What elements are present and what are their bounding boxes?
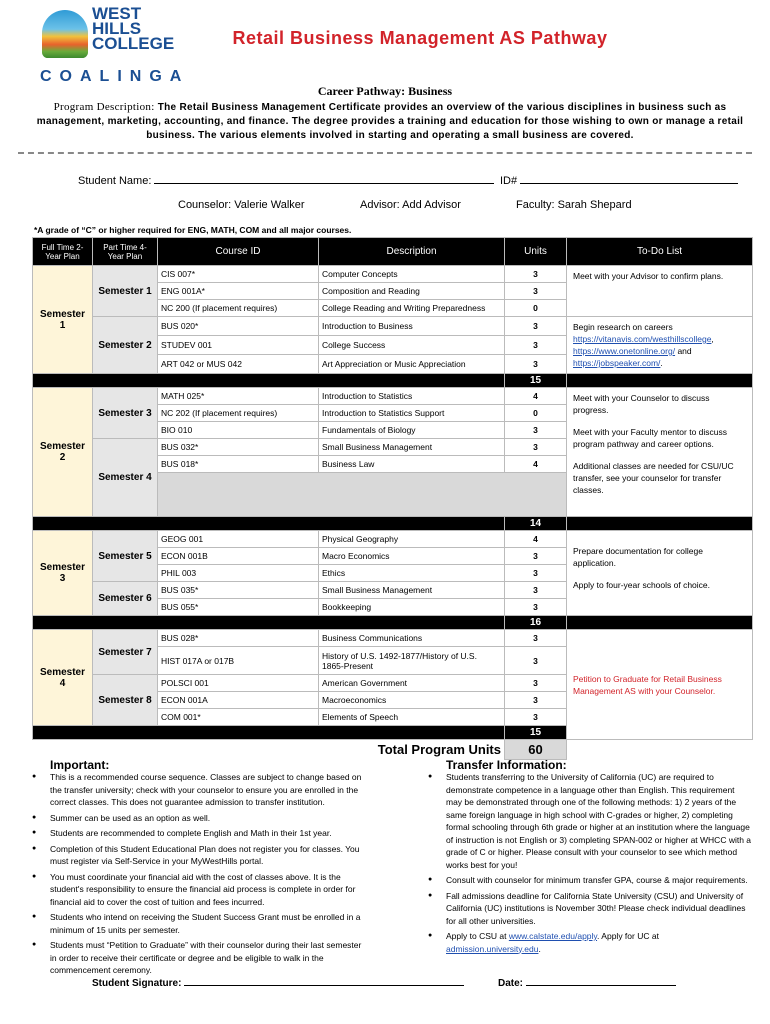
total-program-label: Total Program Units bbox=[377, 742, 501, 758]
header-course-id: Course ID bbox=[158, 238, 319, 266]
course-id: BUS 018* bbox=[158, 456, 319, 473]
student-name-field[interactable] bbox=[78, 174, 494, 187]
course-units: 3 bbox=[505, 355, 567, 374]
course-id: BUS 055* bbox=[158, 599, 319, 616]
total-spacer bbox=[33, 726, 505, 740]
date-field[interactable] bbox=[498, 976, 676, 989]
course-id: PHIL 003 bbox=[158, 565, 319, 582]
semester-4-total: 15 bbox=[505, 726, 567, 740]
apply-suffix: . bbox=[538, 943, 541, 954]
part-time-semester-4: Semester 4 bbox=[93, 439, 158, 517]
signature-label: Student Signature: bbox=[92, 978, 182, 989]
jobspeaker-link[interactable]: https://jobspeaker.com/ bbox=[573, 358, 661, 368]
course-units: 4 bbox=[505, 531, 567, 548]
list-item: ● This is a recommended course sequence. Classes are subject to change based on the transfer university; check with your counselor to ensure you are enrolled in the correct classes. This does not guarantee admission to transfer institution. bbox=[32, 771, 362, 809]
transfer-heading: Transfer Information: bbox=[446, 758, 567, 772]
course-units: 4 bbox=[505, 388, 567, 405]
course-description: History of U.S. 1492-1877/History of U.S. 1865-Present bbox=[319, 647, 505, 675]
apply-mid: . Apply for UC at bbox=[597, 931, 659, 941]
program-description bbox=[30, 100, 750, 143]
part-time-semester-1: Semester 1 bbox=[93, 266, 158, 317]
course-id: BIO 010 bbox=[158, 422, 319, 439]
total-spacer bbox=[33, 616, 505, 630]
part-time-semester-6: Semester 6 bbox=[93, 582, 158, 616]
dashed-divider bbox=[18, 152, 752, 154]
course-description: Business Communications bbox=[319, 630, 505, 647]
part-time-semester-7: Semester 7 bbox=[93, 630, 158, 675]
course-units: 3 bbox=[505, 630, 567, 647]
table-row bbox=[33, 266, 753, 283]
course-description: Ethics bbox=[319, 565, 505, 582]
course-description: Composition and Reading bbox=[319, 283, 505, 300]
course-units: 3 bbox=[505, 548, 567, 565]
student-name-line[interactable] bbox=[154, 174, 494, 184]
course-description: Introduction to Statistics bbox=[319, 388, 505, 405]
course-units: 3 bbox=[505, 266, 567, 283]
full-time-semester-2: Semester 2 bbox=[33, 388, 93, 517]
list-item: ● Students who intend on receiving the Student Success Grant must be enrolled in a minimum of 15 units per semester. bbox=[32, 911, 362, 936]
course-description: Small Business Management bbox=[319, 582, 505, 599]
header-units: Units bbox=[505, 238, 567, 266]
todo-and: and bbox=[677, 346, 692, 356]
total-spacer bbox=[33, 374, 505, 388]
todo-item-petition: Petition to Graduate for Retail Business Management AS with your Counselor. bbox=[573, 673, 722, 696]
course-id: STUDEV 001 bbox=[158, 336, 319, 355]
semester-total-row bbox=[33, 616, 753, 630]
vitanavis-link[interactable]: https://vitanavis.com/westhillscollege bbox=[573, 334, 712, 344]
onetonline-link[interactable]: https://www.onetonline.org/ bbox=[573, 346, 676, 356]
course-id: BUS 032* bbox=[158, 439, 319, 456]
date-line[interactable] bbox=[526, 976, 676, 986]
course-description: Macroeconomics bbox=[319, 692, 505, 709]
semester-total-row bbox=[33, 374, 753, 388]
course-units: 3 bbox=[505, 582, 567, 599]
list-item bbox=[428, 930, 752, 955]
id-field[interactable] bbox=[500, 174, 738, 187]
course-description: Elements of Speech bbox=[319, 709, 505, 726]
full-time-semester-1: Semester 1 bbox=[33, 266, 93, 374]
description-text: The Retail Business Management Certificate provides an overview of the various disciplines in business such as management, marketing, accounting, and finance. The degree provides a training and education for those wishing to own or manage a retail business. The various elements involved in starting and operating a small business are covered. bbox=[36, 102, 744, 141]
course-units: 3 bbox=[505, 283, 567, 300]
todo-item: Apply to four-year schools of choice. bbox=[573, 580, 711, 590]
course-units: 3 bbox=[505, 336, 567, 355]
todo-cell bbox=[567, 630, 753, 740]
logo-line1: WEST bbox=[92, 4, 142, 23]
table-header-row bbox=[33, 238, 753, 266]
course-description: Introduction to Business bbox=[319, 317, 505, 336]
course-units: 4 bbox=[505, 456, 567, 473]
signature-line[interactable] bbox=[184, 976, 464, 986]
todo-cell bbox=[567, 266, 753, 317]
todo-cell bbox=[567, 531, 753, 616]
course-description: College Success bbox=[319, 336, 505, 355]
list-item: ● Completion of this Student Educational Plan does not register you for classes. You must register via Self-Service in your MyWestHills portal. bbox=[32, 843, 362, 868]
semester-2-total: 14 bbox=[505, 517, 567, 531]
table-row bbox=[33, 388, 753, 405]
header-todo: To-Do List bbox=[567, 238, 753, 266]
total-spacer bbox=[567, 517, 753, 531]
course-plan-table bbox=[32, 237, 753, 760]
course-description: Art Appreciation or Music Appreciation bbox=[319, 355, 505, 374]
logo-emblem-icon bbox=[42, 10, 88, 58]
total-program-row bbox=[33, 740, 753, 760]
course-units: 3 bbox=[505, 317, 567, 336]
student-name-label: Student Name: bbox=[78, 175, 152, 187]
advisor-label: Advisor: Add Advisor bbox=[360, 199, 461, 211]
course-id: MATH 025* bbox=[158, 388, 319, 405]
logo-line3: COLLEGE bbox=[92, 34, 175, 53]
list-item: ● Fall admissions deadline for California State University (CSU) and University of California (UC) institutions is November 30th! Please check individual deadlines for all other universities. bbox=[428, 890, 752, 928]
course-description: Small Business Management bbox=[319, 439, 505, 456]
course-units: 3 bbox=[505, 675, 567, 692]
important-list bbox=[32, 771, 362, 980]
table-row bbox=[33, 531, 753, 548]
course-id: BUS 028* bbox=[158, 630, 319, 647]
course-description: American Government bbox=[319, 675, 505, 692]
logo-line2: HILLS bbox=[92, 19, 142, 38]
course-id: BUS 020* bbox=[158, 317, 319, 336]
course-units: 3 bbox=[505, 565, 567, 582]
course-id: BUS 035* bbox=[158, 582, 319, 599]
todo-item: Prepare documentation for college application. bbox=[573, 546, 703, 568]
course-units: 3 bbox=[505, 439, 567, 456]
course-description: Introduction to Statistics Support bbox=[319, 405, 505, 422]
course-units: 3 bbox=[505, 692, 567, 709]
course-description: Fundamentals of Biology bbox=[319, 422, 505, 439]
student-signature-field[interactable] bbox=[92, 976, 464, 989]
part-time-semester-2: Semester 2 bbox=[93, 317, 158, 374]
semester-total-row bbox=[33, 517, 753, 531]
logo-campus: COALINGA bbox=[40, 68, 190, 85]
total-spacer bbox=[567, 616, 753, 630]
course-units: 3 bbox=[505, 647, 567, 675]
counselor-label: Counselor: Valerie Walker bbox=[178, 199, 305, 211]
college-logo bbox=[30, 4, 190, 92]
transfer-list bbox=[428, 771, 752, 958]
course-units: 3 bbox=[505, 599, 567, 616]
total-program-value: 60 bbox=[505, 740, 567, 760]
course-description: Business Law bbox=[319, 456, 505, 473]
course-description: Macro Economics bbox=[319, 548, 505, 565]
header-part-time: Part Time 4-Year Plan bbox=[93, 238, 158, 266]
list-item: ● Consult with counselor for minimum transfer GPA, course & major requirements. bbox=[428, 874, 752, 887]
faculty-label: Faculty: Sarah Shepard bbox=[516, 199, 632, 211]
id-line[interactable] bbox=[520, 174, 738, 184]
header-description: Description bbox=[319, 238, 505, 266]
course-description: College Reading and Writing Preparedness bbox=[319, 300, 505, 317]
todo-item: Begin research on careers bbox=[573, 322, 673, 332]
table-row bbox=[33, 317, 753, 336]
course-id: ENG 001A* bbox=[158, 283, 319, 300]
uc-apply-link[interactable]: admission.university.edu bbox=[446, 943, 539, 954]
list-item: ● Students are recommended to complete English and Math in their 1st year. bbox=[32, 827, 362, 840]
course-units: 0 bbox=[505, 405, 567, 422]
total-spacer bbox=[567, 740, 753, 760]
course-id: ECON 001A bbox=[158, 692, 319, 709]
course-id: NC 202 (If placement requires) bbox=[158, 405, 319, 422]
course-id: ART 042 or MUS 042 bbox=[158, 355, 319, 374]
career-pathway: Career Pathway: Business bbox=[317, 84, 453, 98]
id-label: ID# bbox=[500, 175, 518, 187]
page-title: Retail Business Management AS Pathway bbox=[232, 28, 608, 48]
course-id: HIST 017A or 017B bbox=[158, 647, 319, 675]
grade-note: *A grade of “C” or higher required for ENG, MATH, COM and all major courses. bbox=[34, 225, 352, 235]
course-id: CIS 007* bbox=[158, 266, 319, 283]
todo-cell bbox=[567, 388, 753, 517]
logo-text bbox=[92, 6, 174, 51]
semester-3-total: 16 bbox=[505, 616, 567, 630]
course-id: COM 001* bbox=[158, 709, 319, 726]
total-spacer bbox=[33, 517, 505, 531]
course-id: GEOG 001 bbox=[158, 531, 319, 548]
list-item: ● Students transferring to the University of California (UC) are required to demonstrate competence in a language other than English. This requirement may be demonstrated through one of the following methods: 1) 2 years of the same foreign language in high school with C-grades or higher, 2) completing formal schooling through 6th grade or higher at an institution where the language of instruction is not English or 3) completing SPAN-002 or higher at WHCC with a grade of C or higher. Please consult with your counselor to see which method works best for you! bbox=[428, 771, 752, 871]
course-id: NC 200 (If placement requires) bbox=[158, 300, 319, 317]
list-item: ● You must coordinate your financial aid with the cost of classes above. It is the student's responsibility to ensure the financial aid process is complete in order for financial aid to cover the cost of tuition and fees incurred. bbox=[32, 871, 362, 909]
description-label: Program Description: bbox=[53, 101, 155, 113]
course-description: Computer Concepts bbox=[319, 266, 505, 283]
list-item: ● Students must “Petition to Graduate” with their counselor during their last semester in order to receive their certificate or degree and be eligible to walk in the commencement ceremony. bbox=[32, 939, 362, 977]
todo-item: Additional classes are needed for CSU/UC transfer, see your counselor for transfer classes. bbox=[573, 461, 734, 495]
important-heading: Important: bbox=[50, 758, 110, 772]
empty-cell bbox=[158, 473, 567, 517]
apply-prefix: Apply to CSU at bbox=[446, 931, 509, 941]
todo-item: Meet with your Advisor to confirm plans. bbox=[573, 271, 724, 281]
part-time-semester-5: Semester 5 bbox=[93, 531, 158, 582]
csu-apply-link[interactable]: www.calstate.edu/apply bbox=[508, 931, 598, 941]
course-id: POLSCI 001 bbox=[158, 675, 319, 692]
semester-1-total: 15 bbox=[505, 374, 567, 388]
part-time-semester-8: Semester 8 bbox=[93, 675, 158, 726]
course-units: 0 bbox=[505, 300, 567, 317]
full-time-semester-3: Semester 3 bbox=[33, 531, 93, 616]
header-full-time: Full Time 2-Year Plan bbox=[33, 238, 93, 266]
full-time-semester-4: Semester 4 bbox=[33, 630, 93, 726]
total-spacer bbox=[567, 374, 753, 388]
table-row bbox=[33, 630, 753, 647]
date-label: Date: bbox=[498, 978, 524, 989]
todo-item: Meet with your Counselor to discuss progress. bbox=[573, 393, 710, 415]
todo-item: Meet with your Faculty mentor to discuss program pathway and career options. bbox=[573, 427, 728, 449]
course-id: ECON 001B bbox=[158, 548, 319, 565]
course-units: 3 bbox=[505, 709, 567, 726]
course-description: Bookkeeping bbox=[319, 599, 505, 616]
part-time-semester-3: Semester 3 bbox=[93, 388, 158, 439]
todo-cell: Begin research on careers https://vitanavis.com/westhillscollege, https://www.onetonline.org/ and https://jobspeaker.com/. bbox=[567, 317, 753, 374]
course-units: 3 bbox=[505, 422, 567, 439]
list-item: ● Summer can be used as an option as well. bbox=[32, 812, 362, 825]
course-description: Physical Geography bbox=[319, 531, 505, 548]
